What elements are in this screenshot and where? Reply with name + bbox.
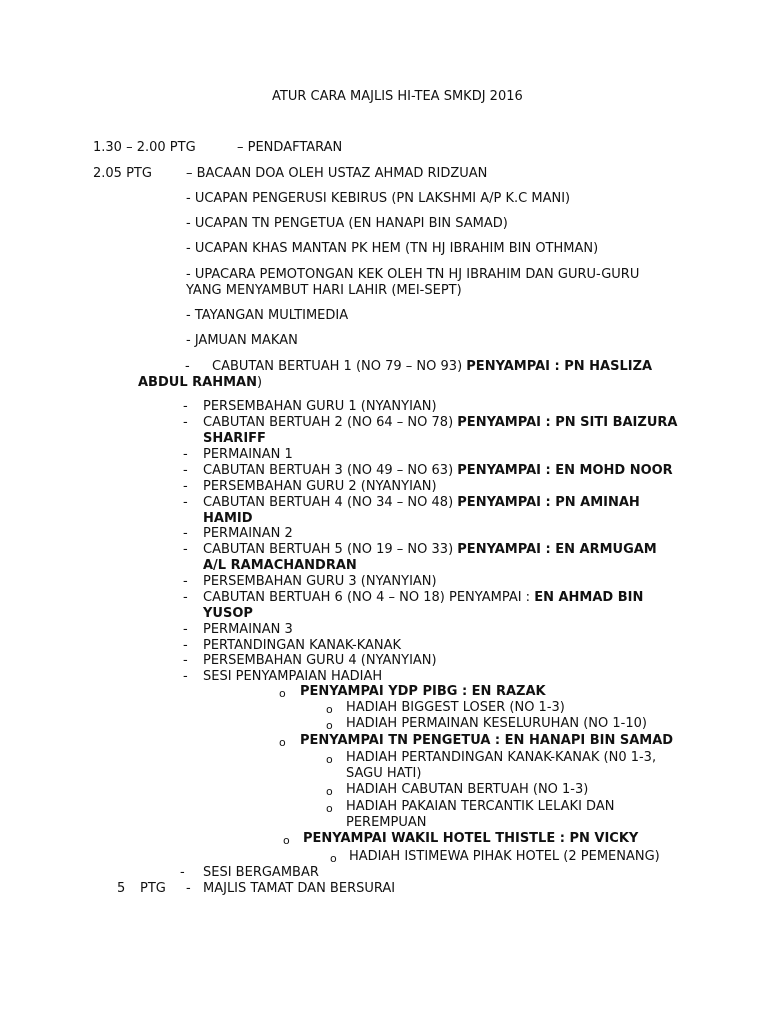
- dash-marker: -: [183, 622, 188, 637]
- presenter-text: ABDUL RAHMAN: [138, 375, 257, 390]
- list-item-cont: [203, 558, 357, 574]
- item-cabutan-1: [212, 359, 652, 375]
- item-ucapan-pengetua: - UCAPAN TN PENGETUA (EN HANAPI BIN SAMAD): [186, 216, 508, 231]
- list-item: PERSEMBAHAN GURU 4 (NYANYIAN): [203, 653, 437, 668]
- dash-marker: -: [183, 542, 188, 557]
- prize-item: HADIAH PERTANDINGAN KANAK-KANAK (N0 1-3,: [346, 750, 657, 765]
- dash-marker: -: [183, 415, 188, 430]
- final-ptg: PTG: [140, 881, 166, 896]
- bullet-marker: o: [326, 753, 333, 766]
- bullet-marker: o: [283, 834, 290, 847]
- dash-marker: -: [183, 495, 188, 510]
- bullet-marker: o: [326, 719, 333, 732]
- dash-marker: -: [183, 463, 188, 478]
- item-tayangan: - TAYANGAN MULTIMEDIA: [186, 308, 349, 323]
- item-upacara-kek-cont: YANG MENYAMBUT HARI LAHIR (MEI-SEPT): [186, 283, 462, 298]
- presenter-heading: PENYAMPAI TN PENGETUA : EN HANAPI BIN SAMAD: [300, 733, 674, 748]
- item-cabutan-1-cont: [138, 375, 262, 391]
- presenter-text: PENYAMPAI : PN AMINAH: [457, 495, 640, 510]
- presenter-text: A/L RAMACHANDRAN: [203, 558, 357, 573]
- item-ucapan-pengerusi: - UCAPAN PENGERUSI KEBIRUS (PN LAKSHMI A/P K.C MANI): [186, 191, 571, 206]
- list-item: PERMAINAN 2: [203, 526, 293, 541]
- dash-marker: -: [183, 669, 188, 684]
- cabutan-text: CABUTAN BERTUAH 3 (NO 49 – NO 63): [203, 463, 458, 478]
- presenter-text: PENYAMPAI : PN HASLIZA: [466, 359, 653, 374]
- bullet-marker: o: [326, 785, 333, 798]
- dash-marker: -: [186, 881, 191, 896]
- list-item: PERSEMBAHAN GURU 3 (NYANYIAN): [203, 574, 437, 589]
- list-item-cont: [203, 511, 253, 527]
- item-sesi-bergambar: SESI BERGAMBAR: [203, 865, 319, 880]
- list-item: [203, 415, 677, 431]
- cabutan-text: CABUTAN BERTUAH 2 (NO 64 – NO 78): [203, 415, 458, 430]
- dash-marker: -: [183, 638, 188, 653]
- presenter-heading: PENYAMPAI YDP PIBG : EN RAZAK: [300, 684, 546, 699]
- bullet-marker: o: [279, 687, 286, 700]
- list-item: SESI PENYAMPAIAN HADIAH: [203, 669, 383, 684]
- presenter-text: PENYAMPAI : EN MOHD NOOR: [457, 463, 673, 478]
- dash-marker: -: [185, 359, 190, 374]
- page-title: ATUR CARA MAJLIS HI-TEA SMKDJ 2016: [272, 89, 523, 104]
- item-bacaan-doa: – BACAAN DOA OLEH USTAZ AHMAD RIDZUAN: [186, 166, 488, 181]
- prize-item: HADIAH PERMAINAN KESELURUHAN (NO 1-10): [346, 716, 647, 731]
- paren: ): [256, 375, 263, 390]
- list-item: PERMAINAN 1: [203, 447, 293, 462]
- presenter-text: HAMID: [203, 511, 253, 526]
- bullet-marker: o: [326, 802, 333, 815]
- item-pendaftaran: – PENDAFTARAN: [237, 140, 343, 155]
- presenter-text: EN AHMAD BIN: [534, 590, 644, 605]
- prize-item-cont: SAGU HATI): [346, 766, 422, 781]
- item-ucapan-khas: - UCAPAN KHAS MANTAN PK HEM (TN HJ IBRAHIM BIN OTHMAN): [186, 241, 599, 256]
- final-time: 5: [117, 881, 126, 896]
- dash-marker: -: [183, 399, 188, 414]
- prize-item: HADIAH BIGGEST LOSER (NO 1-3): [346, 700, 565, 715]
- bullet-marker: o: [330, 852, 337, 865]
- list-item: PERSEMBAHAN GURU 1 (NYANYIAN): [203, 399, 437, 414]
- presenter-text: PENYAMPAI : EN ARMUGAM: [457, 542, 657, 557]
- list-item: PERMAINAN 3: [203, 622, 293, 637]
- presenter-text: YUSOP: [203, 606, 253, 621]
- prize-item: HADIAH PAKAIAN TERCANTIK LELAKI DAN: [346, 799, 615, 814]
- item-upacara-kek: - UPACARA PEMOTONGAN KEK OLEH TN HJ IBRAHIM DAN GURU-GURU: [186, 267, 640, 282]
- prize-item: HADIAH CABUTAN BERTUAH (NO 1-3): [346, 782, 589, 797]
- dash-marker: -: [183, 574, 188, 589]
- bullet-marker: o: [326, 703, 333, 716]
- presenter-text: SHARIFF: [203, 431, 266, 446]
- dash-marker: -: [183, 479, 188, 494]
- dash-marker: -: [183, 653, 188, 668]
- time-row1: 1.30 – 2.00 PTG: [93, 140, 196, 155]
- item-majlis-tamat: MAJLIS TAMAT DAN BERSURAI: [203, 881, 396, 896]
- cabutan-text: CABUTAN BERTUAH 1 (NO 79 – NO 93): [212, 359, 467, 374]
- cabutan-text: CABUTAN BERTUAH 5 (NO 19 – NO 33): [203, 542, 458, 557]
- list-item: [203, 495, 640, 511]
- time-row2: 2.05 PTG: [93, 166, 152, 181]
- list-item-cont: [203, 431, 266, 447]
- list-item-cont: [203, 606, 253, 622]
- cabutan-text: CABUTAN BERTUAH 6 (NO 4 – NO 18) PENYAMPAI :: [203, 590, 535, 605]
- list-item: [203, 590, 643, 606]
- cabutan-text: CABUTAN BERTUAH 4 (NO 34 – NO 48): [203, 495, 458, 510]
- dash-marker: -: [183, 447, 188, 462]
- list-item: [203, 542, 657, 558]
- dash-marker: -: [183, 590, 188, 605]
- dash-marker: -: [180, 865, 185, 880]
- list-item: PERTANDINGAN KANAK-KANAK: [203, 638, 402, 653]
- prize-item: HADIAH ISTIMEWA PIHAK HOTEL (2 PEMENANG): [349, 849, 660, 864]
- prize-item-cont: PEREMPUAN: [346, 815, 427, 830]
- presenter-text: PENYAMPAI : PN SITI BAIZURA: [457, 415, 678, 430]
- list-item: [203, 463, 673, 479]
- presenter-heading: PENYAMPAI WAKIL HOTEL THISTLE : PN VICKY: [303, 831, 639, 846]
- list-item: PERSEMBAHAN GURU 2 (NYANYIAN): [203, 479, 437, 494]
- item-jamuan: - JAMUAN MAKAN: [186, 333, 298, 348]
- dash-marker: -: [183, 526, 188, 541]
- bullet-marker: o: [279, 736, 286, 749]
